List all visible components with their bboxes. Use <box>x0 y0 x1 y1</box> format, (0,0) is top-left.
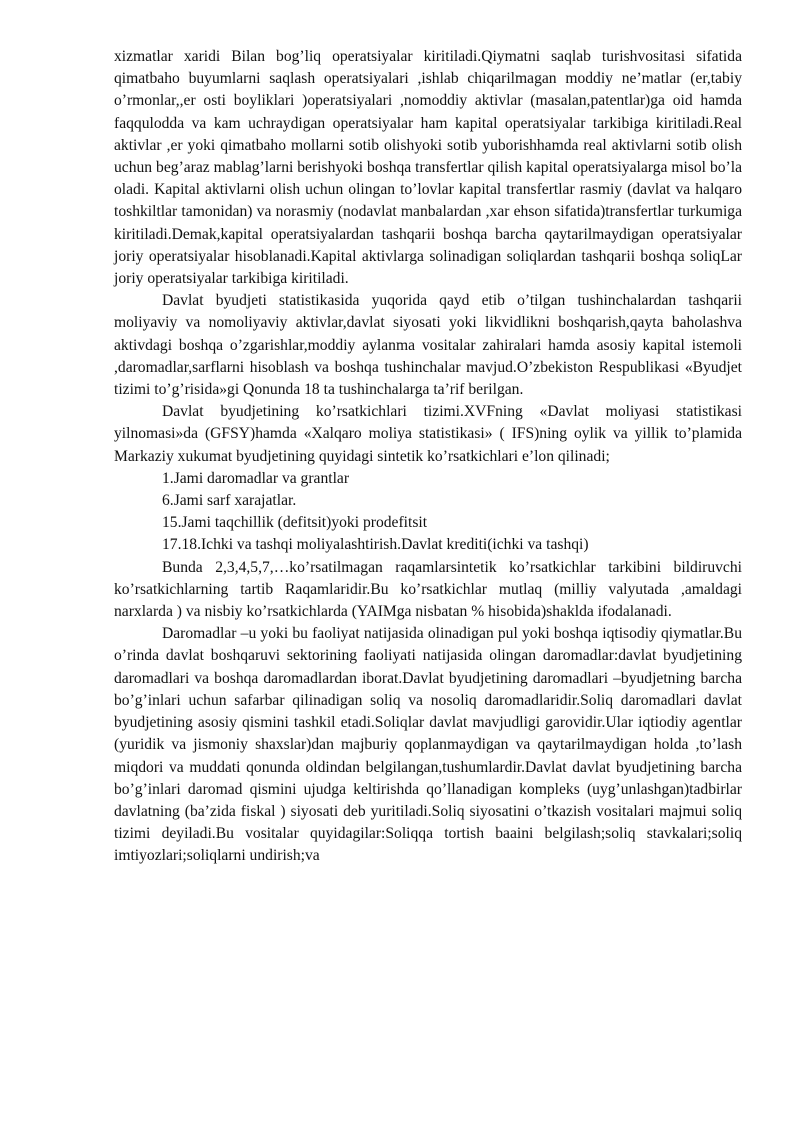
paragraph-capital-operations: xizmatlar xaridi Bilan bog’liq operatsiyalar kiritiladi.Qiymatni saqlab turishvositasi sifatida qimatbaho buyumlarni saqlash operatsiyalari ,ishlab chiqarilmagan moddiy ne’matlar (er,tabiy o’rmonlar,,er osti boyliklari )operatsiyalari ,nomoddiy aktivlar (masalan,patentlar)ga oid hamda faqqulodda va kam uchraydigan operatsiyalar ham kapital operatsiyalar tarkibiga kiritiladi.Real aktivlar ,er yoki qimatbaho mollarni sotib olishyoki sotib yuborishhamda real aktivlarni sotib olish uchun beg’araz mablag’larni berishyoki boshqa transfertlar qilish kapital operatsiyalarga misol bo’la oladi. Kapital aktivlarni olish uchun olingan to’lovlar kapital transfertlar rasmiy (davlat va halqaro toshkiltlar tamonidan) va norasmiy (nodavlat manbalardan ,xar ehson sifatida)transfertlar turkumiga kiritiladi.Demak,kapital operatsiyalardan tashqarii boshqa barcha qaytarilmaydigan operatsiyalar joriy operatsiyalar hisoblanadi.Kapital aktivlarga solinadigan soliqlardan tashqarii boshqa soliqLar joriy operatsiyalar tarkibiga kiritiladi. <box>114 48 742 288</box>
document-page <box>114 46 742 868</box>
list-item-financing: 17.18.Ichki va tashqi moliyalashtirish.Davlat krediti(ichki va tashqi) <box>162 536 589 554</box>
paragraph-indicator-numbering: Bunda 2,3,4,5,7,…ko’rsatilmagan raqamlarsintetik ko’rsatkichlar tarkibini bildiruvchi ko’rsatkichlarning tartib Raqamlaridir.Bu ko’rsatkichlar mutlaq (milliy valyutada ,amaldagi narxlarda ) va nisbiy ko’rsatkichlarda (YAIMga nisbatan % hisobida)shaklda ifodalanadi. <box>114 558 742 621</box>
paragraph-revenues: Daromadlar –u yoki bu faoliyat natijasida olinadigan pul yoki boshqa iqtisodiy qiymatlar.Bu o’rinda davlat boshqaruvi sektorining faoliyati natijasida olingan daromadlar:davlat byudjetining daromadlari va boshqa daromadlardan iborat.Davlat byudjetining daromadlari –byudjetning barcha bo’g’inlari uchun safarbar qilinadigan soliq va nosoliq daromadlaridir.Soliq daromadlari davlat byudjetining asosiy qismini tashkil etadi.Soliqlar davlat mavjudligi garovidir.Ular iqtiodiy agentlar (yuridik va jismoniy shaxslar)dan majburiy qoplanmaydigan va qaytarilmaydigan holda ,to’lash miqdori va muddati qonunda oldindan belgilangan,tushumlardir.Davlat davlat byudjetining barcha bo’g’inlari daromad qismini ujudga keltirishda qo’llanadigan kompleks (uyg’unlashgan)tadbirlar davlatning (ba’zida fiskal ) siyosati deb yuritiladi.Soliq siyosatini o’tkazish vositalari majmui soliq tizimi deyiladi.Bu vositalar quyidagilar:Soliqqa tortish baaini belgilash;soliq stavkalari;soliq imtiyozlari;soliqlarni undirish;va <box>114 625 742 865</box>
list-item-total-expenditure: 6.Jami sarf xarajatlar. <box>162 492 297 510</box>
list-item-total-deficit: 15.Jami taqchillik (defitsit)yoki prodefitsit <box>162 514 428 532</box>
paragraph-budget-statistics: Davlat byudjeti statistikasida yuqorida qayd etib o’tilgan tushinchalardan tashqarii moliyaviy va nomoliyaviy aktivlar,davlat siyosati yoki likvidlikni boshqarish,qayta baholashva aktivdagi boshqa o’zgarishlar,moddiy aylanma vositalar zahiralari hamda asosiy kapital istemoli ,daromadlar,sarflarni hisoblash va boshqa tushinchalar mavjud.O’zbekiston Respublikasi «Byudjet tizimi to’g’risida»gi Qonunda 18 ta tushinchalarga ta’rif berilgan. <box>114 292 742 399</box>
paragraph-indicator-system: Davlat byudjetining ko’rsatkichlari tizimi.XVFning «Davlat moliyasi statistikasi yilnomasi»da (GFSY)hamda «Xalqaro moliya statistikasi» ( IFS)ning oylik va yillik to’plamida Markaziy xukumat byudjetining quyidagi sintetik ko’rsatkichlari e’lon qilinadi; <box>114 403 742 465</box>
list-item-total-revenue: 1.Jami daromadlar va grantlar <box>162 469 350 487</box>
